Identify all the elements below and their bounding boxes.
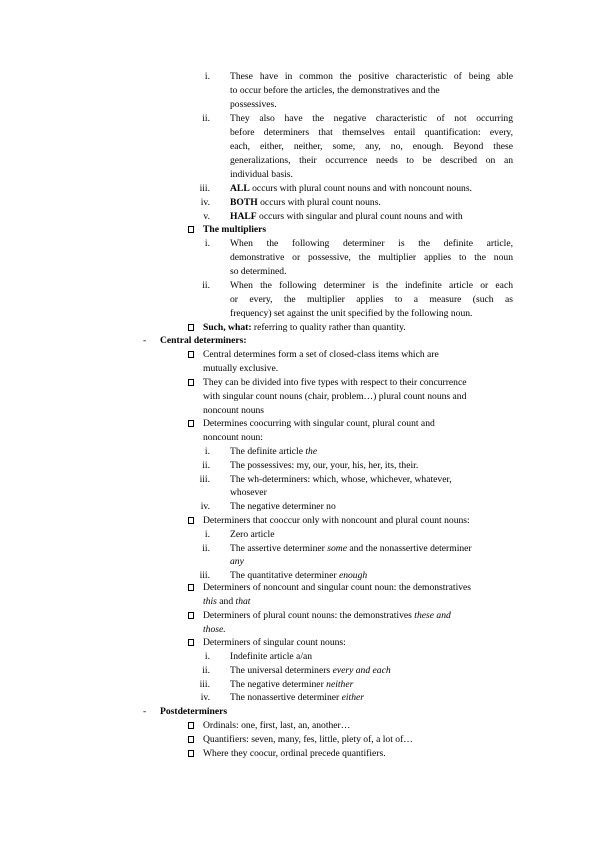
roman-marker: iii. bbox=[199, 679, 210, 690]
list-text-line bbox=[230, 211, 463, 222]
list-text-line: frequency) set against the unit specified by the following noun. bbox=[230, 308, 473, 319]
bullet-square-icon bbox=[188, 722, 194, 729]
list-text-rest: occurs with plural count nouns. bbox=[257, 197, 381, 208]
bullet-square-icon bbox=[188, 351, 194, 358]
roman-marker: ii. bbox=[202, 460, 210, 471]
list-text-line bbox=[230, 665, 391, 676]
list-text: The quantitative determiner bbox=[230, 570, 339, 581]
list-text-line bbox=[230, 679, 353, 690]
list-text-line bbox=[230, 692, 364, 703]
list-text-line: Determines coocurring with singular count, plural count and bbox=[203, 418, 435, 429]
list-text: The assertive determiner bbox=[230, 543, 328, 554]
list-text-line: The wh-determiners: which, whose, whichever, whatever, bbox=[230, 474, 452, 485]
list-text-line: whosever bbox=[230, 487, 267, 498]
section-heading: Postdeterminers bbox=[160, 706, 228, 717]
bullet-square-icon bbox=[188, 420, 194, 427]
italic-term: these and bbox=[414, 610, 451, 621]
roman-marker: iii. bbox=[199, 183, 210, 194]
list-text-line: possessives. bbox=[230, 99, 277, 110]
roman-marker: i. bbox=[204, 71, 210, 82]
italic-term: any bbox=[230, 556, 244, 567]
list-text-line: Central determines form a set of closed-class items which are bbox=[203, 349, 439, 360]
list-text-line: When the following determiner is the definite article, bbox=[230, 238, 513, 249]
list-text: The definite article bbox=[230, 446, 306, 457]
roman-marker: iii. bbox=[199, 570, 210, 581]
bullet-square-icon bbox=[188, 584, 194, 591]
list-text-line: with singular count nouns (chair, problem…) plural count nouns and bbox=[203, 391, 467, 402]
roman-marker: iv. bbox=[200, 197, 210, 208]
list-text-line: Zero article bbox=[230, 529, 275, 540]
list-text-line bbox=[230, 543, 472, 554]
section-heading: The multipliers bbox=[203, 224, 267, 235]
bullet-square-icon bbox=[188, 517, 194, 524]
italic-term: the bbox=[305, 446, 318, 457]
list-text-line bbox=[203, 596, 250, 607]
roman-marker: i. bbox=[204, 651, 210, 662]
section-heading: Central determiners: bbox=[160, 335, 247, 346]
bullet-square-icon bbox=[188, 226, 194, 233]
list-text-line: or every, the multiplier applies to a measure (such as bbox=[230, 294, 513, 305]
list-text: Determiners of plural count nouns: the demonstratives bbox=[203, 610, 415, 621]
list-text-line: Indefinite article a/an bbox=[230, 651, 313, 662]
italic-term: neither bbox=[326, 679, 354, 690]
list-text-line: They also have the negative characteristic of not occurring bbox=[230, 113, 513, 124]
dash-marker: - bbox=[143, 706, 147, 717]
list-text: The nonassertive determiner bbox=[230, 692, 342, 703]
list-text-line bbox=[203, 322, 406, 333]
italic-term: some bbox=[327, 543, 347, 554]
list-text: The universal determiners bbox=[230, 665, 333, 676]
bullet-square-icon bbox=[188, 736, 194, 743]
roman-marker: iii. bbox=[199, 474, 210, 485]
bold-term: Such, what: bbox=[203, 322, 252, 333]
italic-term: that bbox=[235, 596, 251, 607]
bold-term: ALL bbox=[230, 183, 250, 194]
italic-term: either bbox=[341, 692, 365, 703]
list-text-line bbox=[230, 183, 472, 194]
list-text-line: Quantifiers: seven, many, fes, little, plety of, a lot of… bbox=[203, 734, 413, 745]
list-text-line bbox=[230, 197, 381, 208]
italic-term: this bbox=[203, 596, 217, 607]
bullet-square-icon bbox=[188, 612, 194, 619]
list-text-line: The possessives: my, our, your, his, her, its, their. bbox=[230, 460, 419, 471]
list-text-line: Determiners that cooccur only with noncount and plural count nouns: bbox=[203, 515, 470, 526]
list-text-line: mutually exclusive. bbox=[203, 363, 279, 374]
list-text-line: individual basis. bbox=[230, 169, 293, 180]
list-text-line bbox=[230, 446, 317, 457]
bold-term: HALF bbox=[230, 211, 257, 222]
list-text-line: before determiners that themselves entail quantification: every, bbox=[230, 127, 513, 138]
roman-marker: i. bbox=[204, 529, 210, 540]
list-text-rest: referring to quality rather than quantity. bbox=[251, 322, 406, 333]
italic-term: those. bbox=[203, 624, 226, 635]
bold-term: BOTH bbox=[230, 197, 258, 208]
bullet-square-icon bbox=[188, 379, 194, 386]
roman-marker: iv. bbox=[200, 692, 210, 703]
list-text-line: to occur before the articles, the demonstratives and the bbox=[230, 85, 440, 96]
list-text-line: These have in common the positive characteristic of being able bbox=[230, 71, 513, 82]
bullet-square-icon bbox=[188, 639, 194, 646]
roman-marker: iv. bbox=[200, 501, 210, 512]
roman-marker: ii. bbox=[202, 665, 210, 676]
list-text-line: When the following determiner is the indefinite article or each bbox=[230, 280, 513, 291]
list-text-line: Determiners of noncount and singular count noun: the demonstratives bbox=[203, 582, 472, 593]
roman-marker: i. bbox=[204, 238, 210, 249]
roman-marker: ii. bbox=[202, 113, 210, 124]
list-text-line: Where they coocur, ordinal precede quantifiers. bbox=[203, 748, 386, 759]
list-text-line bbox=[230, 570, 367, 581]
list-text: and bbox=[216, 596, 236, 607]
list-text-line: demonstrative or possessive, the multiplier applies to the noun bbox=[230, 252, 513, 263]
list-text-line: each, either, neither, some, any, no, enough. Beyond these bbox=[230, 141, 513, 152]
list-text-line bbox=[203, 610, 451, 621]
list-text-line: Ordinals: one, first, last, an, another… bbox=[203, 720, 351, 731]
dash-marker: - bbox=[143, 335, 147, 346]
list-text: The negative determiner bbox=[230, 679, 327, 690]
list-text-line: Determiners of singular count nouns: bbox=[203, 637, 346, 648]
list-text-line: so determined. bbox=[230, 266, 287, 277]
list-text-line: generalizations, their occurrence needs to be described on an bbox=[230, 155, 513, 166]
bullet-square-icon bbox=[188, 750, 194, 757]
list-text-line: The negative determiner no bbox=[230, 501, 336, 512]
roman-marker: i. bbox=[204, 446, 210, 457]
italic-term: every and each bbox=[332, 665, 391, 676]
bullet-square-icon bbox=[188, 324, 194, 331]
list-text-line: noncount noun: bbox=[203, 432, 263, 443]
list-text-line: They can be divided into five types with respect to their concurrence bbox=[203, 377, 467, 388]
list-text-rest: occurs with plural count nouns and with noncount nouns. bbox=[249, 183, 472, 194]
roman-marker: v. bbox=[203, 211, 210, 222]
roman-marker: ii. bbox=[202, 280, 210, 291]
roman-marker: ii. bbox=[202, 543, 210, 554]
list-text-rest: occurs with singular and plural count nouns and with bbox=[256, 211, 463, 222]
italic-term: enough bbox=[338, 570, 368, 581]
list-text-line: noncount nouns bbox=[203, 405, 265, 416]
list-text: and the nonassertive determiner bbox=[346, 543, 472, 554]
